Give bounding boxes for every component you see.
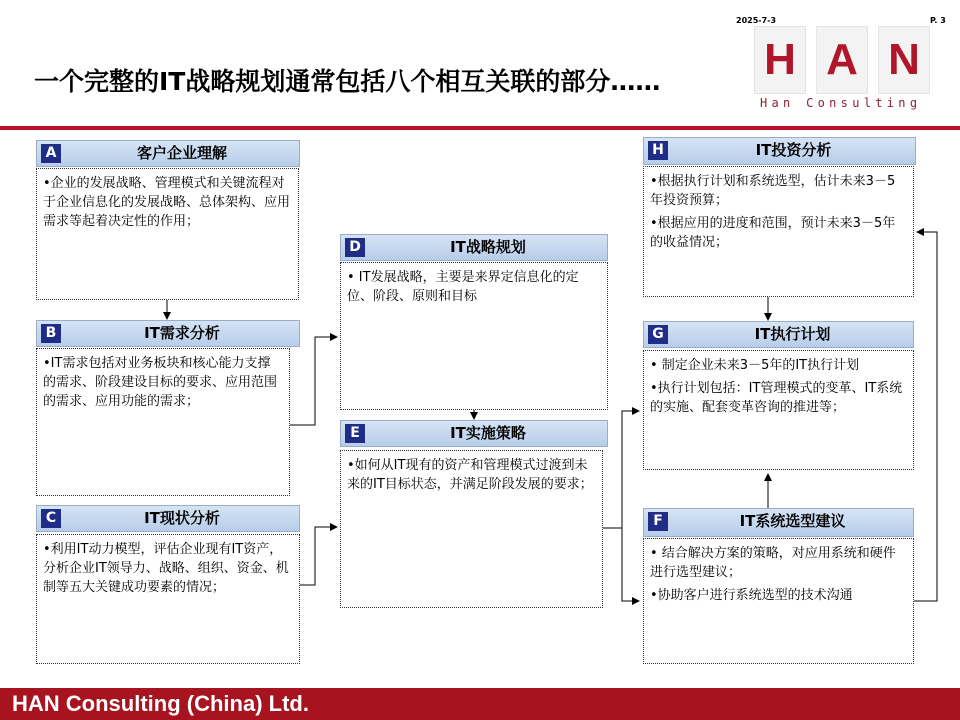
box-a-title: 客户企业理解: [136, 144, 227, 162]
box-g-body: [643, 350, 914, 470]
logo-subtitle: Han Consulting: [760, 96, 922, 110]
box-f-title: IT系统选型建议: [739, 512, 846, 530]
box-b-title: IT需求分析: [144, 324, 220, 342]
box-f-body: [643, 538, 914, 664]
footer-company: HAN Consulting (China) Ltd.: [12, 691, 309, 716]
box-d-title: IT战略规划: [450, 238, 526, 256]
logo-letter-n: N: [878, 26, 930, 94]
box-g-header: [643, 321, 914, 348]
box-c-header: [36, 505, 300, 532]
box-h-body: [643, 166, 914, 297]
arrow-b-to-d: [290, 337, 337, 425]
box-a-body: [36, 168, 299, 300]
box-g-item-1: • 制定企业未来3－5年的IT执行计划: [650, 358, 860, 373]
box-a-header: [36, 140, 300, 167]
box-h-item-2: •根据应用的进度和范围，预计未来3－5年的收益情况；: [650, 216, 896, 250]
box-b-body: [36, 348, 290, 496]
box-g-item-2: •执行计划包括：IT管理模式的变革、IT系统的实施、配套变革咨询的推进等；: [650, 381, 903, 415]
page-title: 一个完整的IT战略规划通常包括八个相互关联的部分……: [34, 67, 661, 96]
box-e-item: •如何从IT现有的资产和管理模式过渡到未来的IT目标状态，并满足阶段发展的要求；: [347, 458, 593, 492]
box-g-badge: G: [648, 325, 668, 344]
arrow-c-to-e: [300, 527, 337, 585]
box-c-body: [36, 534, 300, 664]
box-h-header: [643, 137, 916, 165]
box-e-header: [340, 420, 608, 447]
box-d-body: [340, 262, 608, 410]
box-e-body: [340, 450, 603, 608]
box-d-item: • IT发展战略，主要是来界定信息化的定位、阶段、原则和目标: [347, 270, 579, 304]
arrow-e-to-f: [622, 528, 639, 601]
arrow-f-to-h: [914, 232, 937, 601]
footer-bar: [0, 688, 960, 720]
box-h-badge: H: [648, 141, 668, 160]
box-c-item: •利用IT动力模型，评估企业现有IT资产，分析企业IT领导力、战略、组织、资金、机制等五大关键成功要素的情况；: [43, 542, 289, 595]
box-e-badge: E: [345, 424, 365, 443]
logo-letter-a: A: [816, 26, 868, 94]
box-d-badge: D: [345, 238, 365, 257]
box-f-header: [643, 508, 914, 537]
footer-date: 2025-7-3: [736, 16, 777, 25]
box-h-item-1: •根据执行计划和系统选型，估计未来3－5年投资预算；: [650, 174, 896, 208]
box-c-title: IT现状分析: [144, 509, 220, 527]
box-f-badge: F: [648, 512, 668, 531]
box-f-item-2: •协助客户进行系统选型的技术沟通: [650, 588, 853, 603]
box-c-badge: C: [41, 509, 61, 528]
arrow-e-to-g: [603, 411, 639, 528]
box-b-badge: B: [41, 324, 61, 343]
box-a-item: •企业的发展战略、管理模式和关键流程对于企业信息化的发展战略、总体架构、应用需求等起着决定性的作用；: [43, 176, 291, 229]
box-e-title: IT实施策略: [450, 424, 526, 442]
box-h-title: IT投资分析: [755, 141, 832, 159]
box-d-header: [340, 234, 608, 261]
footer-page-number: P. 3: [930, 16, 946, 25]
box-a-badge: A: [41, 144, 61, 163]
box-b-item: •IT需求包括对业务板块和核心能力支撑的需求、阶段建设目标的要求、应用范围的需求、应用功能的需求；: [43, 356, 278, 409]
box-g-title: IT执行计划: [754, 325, 831, 343]
box-f-item-1: • 结合解决方案的策略，对应用系统和硬件进行选型建议；: [650, 546, 896, 580]
logo-letter-h: H: [754, 26, 806, 94]
box-b-header: [36, 320, 300, 347]
